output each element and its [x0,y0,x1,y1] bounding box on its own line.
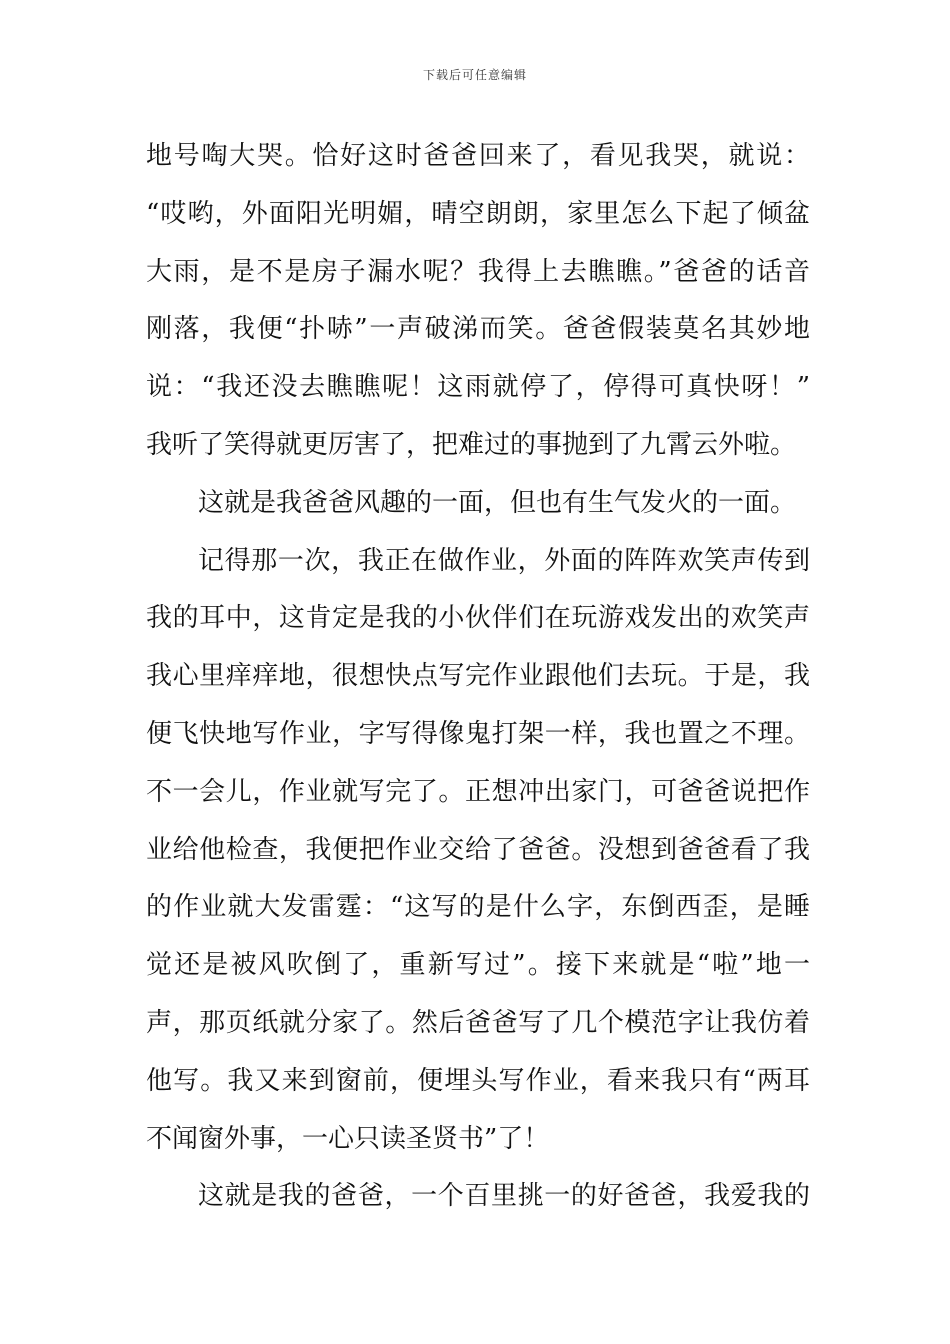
text-line: 不一会儿，作业就写完了。正想冲出家门，可爸爸说把作 [146,776,810,807]
text-line: 业给他检查，我便把作业交给了爸爸。没想到爸爸看了我 [146,834,810,865]
text-line: 这就是我爸爸风趣的一面，但也有生气发火的一面。 [198,487,797,518]
text-line: 说：“我还没去瞧瞧呢！这雨就停了，停得可真快呀！” [146,372,810,403]
text-line: 的作业就大发雷霆：“这写的是什么字，东倒西歪，是睡 [146,892,810,923]
text-line: 记得那一次，我正在做作业，外面的阵阵欢笑声传到 [198,545,810,576]
text-line: “哎哟，外面阳光明媚，晴空朗朗，家里怎么下起了倾盆 [146,198,810,229]
text-line: 大雨，是不是房子漏水呢？我得上去瞧瞧。”爸爸的话音 [146,256,810,287]
text-line: 这就是我的爸爸，一个百里挑一的好爸爸，我爱我的 [198,1181,810,1212]
text-line: 我心里痒痒地，很想快点写完作业跟他们去玩。于是，我 [146,661,810,692]
text-line: 我的耳中，这肯定是我的小伙伴们在玩游戏发出的欢笑声 [146,603,810,634]
text-line: 他写。我又来到窗前，便埋头写作业，看来我只有“两耳 [146,1065,810,1096]
page-header: 下载后可任意编辑 [422,68,527,82]
text-line: 我听了笑得就更厉害了，把难过的事抛到了九霄云外啦。 [146,429,797,460]
text-line: 声，那页纸就分家了。然后爸爸写了几个模范字让我仿着 [146,1007,810,1038]
text-line: 地号啕大哭。恰好这时爸爸回来了，看见我哭，就说： [146,141,810,171]
text-line: 不闻窗外事，一心只读圣贤书”了！ [146,1123,550,1154]
text-line: 便飞快地写作业，字写得像鬼打架一样，我也置之不理。 [146,718,810,749]
text-line: 刚落，我便“扑哧”一声破涕而笑。爸爸假装莫名其妙地 [146,314,810,345]
text-line: 觉还是被风吹倒了，重新写过”。接下来就是“啦”地一 [146,950,810,981]
body-text [146,128,810,1226]
